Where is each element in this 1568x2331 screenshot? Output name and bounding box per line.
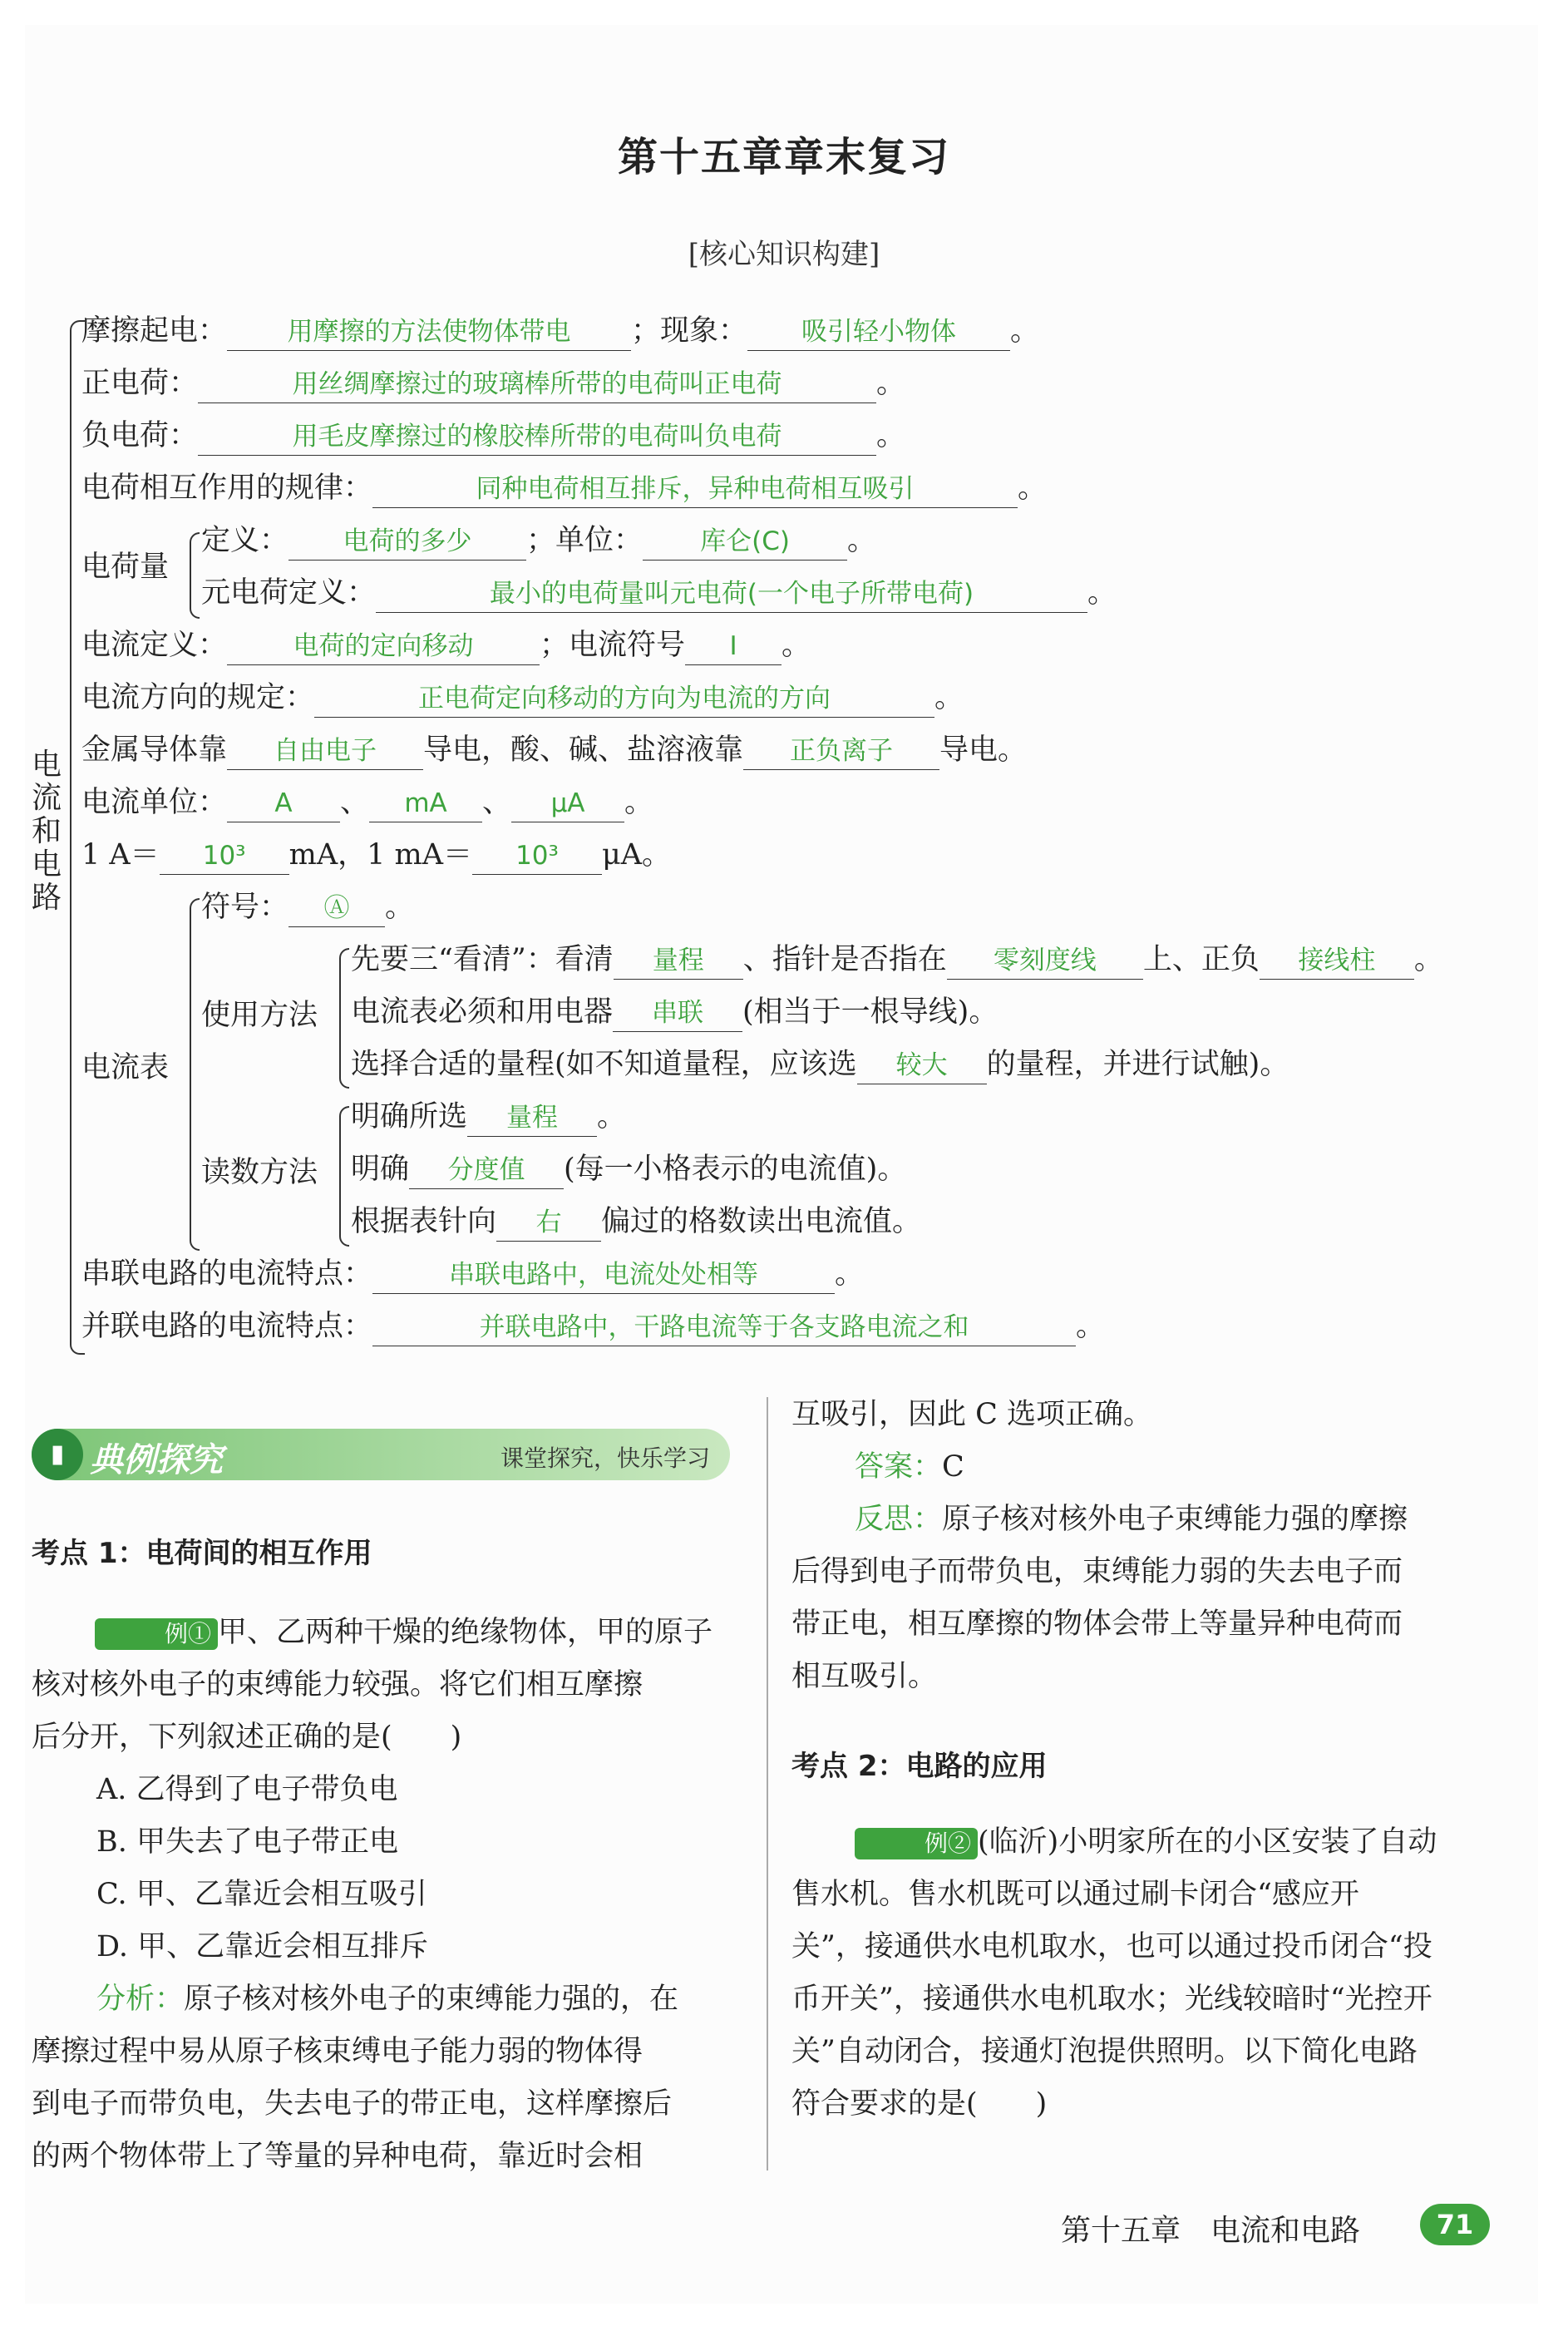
answer-blank: 电荷的定向移动 bbox=[227, 628, 540, 665]
row-interaction-law bbox=[81, 470, 1047, 508]
punct: 。 bbox=[782, 629, 811, 662]
analysis-line: 摩擦过程中易从原子核束缚电子能力弱的物体得 bbox=[32, 2035, 643, 2068]
answer-blank: 最小的电荷量叫元电荷(一个电子所带电荷) bbox=[376, 575, 1087, 613]
label: 明确 bbox=[351, 1153, 410, 1186]
punct: 。 bbox=[847, 524, 877, 557]
answer-blank: 用摩擦的方法使物体带电 bbox=[227, 314, 631, 351]
row-parallel-current bbox=[81, 1308, 1105, 1346]
banner-title: 典例探究 bbox=[90, 1441, 223, 1479]
punct: 。 bbox=[385, 891, 415, 924]
answer-blank: 较大 bbox=[857, 1047, 987, 1084]
row-usage-3 bbox=[351, 1046, 1289, 1084]
answer-blank: 10³ bbox=[472, 837, 602, 875]
key-point-2: 考点 2：电路的应用 bbox=[791, 1750, 1048, 1783]
right-column bbox=[791, 1389, 1506, 1703]
answer-blank: 右 bbox=[496, 1204, 601, 1242]
side-label-char: 流 bbox=[31, 781, 62, 815]
punct: 。 bbox=[835, 1257, 865, 1291]
punct: 。 bbox=[1018, 472, 1048, 505]
label: 电荷相互作用的规律： bbox=[81, 472, 373, 505]
answer-blank: 吸引轻小物体 bbox=[747, 314, 1010, 351]
option-a: A. 乙得到了电子带负电 bbox=[96, 1773, 398, 1806]
example-2-line: 币开关”，接通供水电机取水；光线较暗时“光控开 bbox=[791, 1983, 1432, 2016]
charge-quantity-label: 电荷量 bbox=[81, 551, 170, 584]
key-point-1: 考点 1：电荷间的相互作用 bbox=[32, 1537, 372, 1570]
row-reading-2 bbox=[351, 1151, 906, 1189]
answer-blank: 接线柱 bbox=[1260, 942, 1414, 980]
label: 正电荷： bbox=[81, 367, 199, 400]
label: 符号： bbox=[201, 891, 289, 924]
reading-brace bbox=[339, 1106, 349, 1247]
answer-blank: 同种电荷相互排斥，异种电荷相互吸引 bbox=[372, 471, 1018, 508]
charge-brace bbox=[190, 532, 200, 619]
example-2-line: 关”自动闭合，接通灯泡提供照明。以下简化电路 bbox=[791, 2035, 1418, 2068]
example-2-line: 关”，接通供水电机取水，也可以通过投币闭合“投 bbox=[791, 1930, 1432, 1963]
reflect-label: 反思： bbox=[855, 1503, 943, 1536]
label: ；电流符号 bbox=[540, 629, 686, 662]
punct: 。 bbox=[876, 419, 906, 452]
ammeter-brace bbox=[190, 898, 200, 1251]
example-2-line bbox=[791, 1816, 1506, 1869]
punct: 。 bbox=[876, 367, 906, 400]
row-conduction bbox=[81, 732, 1027, 770]
row-friction bbox=[81, 313, 1039, 351]
side-label-char: 路 bbox=[31, 881, 62, 915]
side-label-char: 电 bbox=[31, 847, 62, 882]
example-2-tag: 例② bbox=[855, 1828, 978, 1859]
row-current-direction bbox=[81, 679, 964, 718]
label: 明确所选 bbox=[351, 1100, 468, 1133]
label: 先要三“看清”：看清 bbox=[351, 943, 614, 976]
analysis-continued: 互吸引，因此 C 选项正确。 bbox=[791, 1398, 1153, 1431]
example-banner bbox=[32, 1429, 730, 1480]
reflect-line: 带正电，相互摩擦的物体会带上等量异种电荷而 bbox=[791, 1608, 1403, 1641]
answer-blank: 量程 bbox=[614, 942, 743, 980]
label: (每一小格表示的电流值)。 bbox=[564, 1153, 907, 1186]
text: 原子核对核外电子的束缚能力强的，在 bbox=[184, 1983, 679, 2016]
answer-blank: 分度值 bbox=[409, 1152, 564, 1189]
answer-blank: 并联电路中，干路电流等于各支路电流之和 bbox=[372, 1309, 1076, 1346]
example-2-line: 售水机。售水机既可以通过刷卡闭合“感应开 bbox=[791, 1878, 1359, 1911]
punct: 。 bbox=[934, 681, 964, 714]
footer-chapter: 第十五章 电流和电路 bbox=[1060, 2214, 1360, 2248]
example-1-line bbox=[32, 1607, 747, 1659]
label: 上、正负 bbox=[1142, 943, 1260, 976]
answer-blank: 库仑(C) bbox=[643, 523, 847, 561]
label: 电流表必须和用电器 bbox=[351, 995, 614, 1029]
section-subtitle: [核心知识构建] bbox=[688, 238, 880, 271]
example-1-tag: 例① bbox=[95, 1618, 218, 1650]
answer-blank: 正负离子 bbox=[743, 733, 939, 770]
option-c: C. 甲、乙靠近会相互吸引 bbox=[96, 1878, 427, 1911]
banner-slogan: 课堂探究，快乐学习 bbox=[500, 1445, 710, 1472]
label: 电流方向的规定： bbox=[81, 681, 315, 714]
label: 电流单位： bbox=[81, 786, 228, 819]
label: 摩擦起电： bbox=[81, 314, 228, 348]
answer-value: C bbox=[942, 1450, 964, 1484]
label: 选择合适的量程(如不知道量程，应该选 bbox=[351, 1048, 857, 1081]
label: 串联电路的电流特点： bbox=[81, 1257, 373, 1291]
answer-label: 答案： bbox=[855, 1450, 943, 1484]
side-label-char: 和 bbox=[31, 814, 62, 848]
answer-blank: 零刻度线 bbox=[947, 942, 1143, 980]
label: 定义： bbox=[201, 524, 289, 557]
answer-blank: 正电荷定向移动的方向为电流的方向 bbox=[314, 680, 934, 718]
answer-blank: 电荷的多少 bbox=[288, 523, 526, 561]
label: 、指针是否指在 bbox=[742, 943, 947, 976]
option-d: D. 甲、乙靠近会相互排斥 bbox=[96, 1930, 429, 1963]
punct: 。 bbox=[1413, 943, 1443, 976]
example-1-line: 后分开，下列叙述正确的是( ) bbox=[32, 1721, 462, 1754]
punct: 。 bbox=[624, 786, 654, 819]
analysis-line: 到电子而带负电，失去电子的带正电，这样摩擦后 bbox=[32, 2087, 673, 2121]
page-number: 71 bbox=[1420, 2204, 1490, 2245]
text: (临沂)小明家所在的小区安装了自动 bbox=[978, 1825, 1437, 1859]
usage-brace bbox=[339, 948, 349, 1089]
label: 负电荷： bbox=[81, 419, 199, 452]
answer-blank: 10³ bbox=[160, 837, 289, 875]
text: 原子核对核外电子束缚能力强的摩擦 bbox=[942, 1503, 1408, 1536]
answer-blank: A bbox=[227, 785, 340, 822]
example-2-line: 符合要求的是( ) bbox=[791, 2087, 1048, 2121]
row-usage-1 bbox=[351, 941, 1443, 980]
label: mA，1 mA＝ bbox=[288, 838, 472, 872]
label: 根据表针向 bbox=[351, 1205, 497, 1238]
label: (相当于一根导线)。 bbox=[742, 995, 998, 1029]
label: 偏过的格数读出电流值。 bbox=[601, 1205, 922, 1238]
row-negative-charge bbox=[81, 417, 905, 456]
analysis-line bbox=[32, 1973, 747, 2026]
punct: 、 bbox=[482, 786, 512, 819]
text: 甲、乙两种干燥的绝缘物体，甲的原子 bbox=[218, 1616, 713, 1649]
row-series-current bbox=[81, 1256, 864, 1294]
analysis-line: 的两个物体带上了等量的异种电荷，靠近时会相 bbox=[32, 2140, 643, 2173]
answer-blank: I bbox=[685, 628, 782, 665]
row-charge-definition bbox=[201, 522, 876, 561]
answer-blank: 串联电路中，电流处处相等 bbox=[372, 1257, 835, 1294]
label: 导电。 bbox=[939, 733, 1028, 767]
row-usage-2 bbox=[351, 994, 998, 1032]
label: 金属导体靠 bbox=[81, 733, 228, 767]
reflect-line bbox=[791, 1494, 1506, 1546]
reflect-line: 相互吸引。 bbox=[791, 1660, 938, 1693]
answer-blank: μA bbox=[511, 785, 624, 822]
side-label-char: 电 bbox=[31, 748, 62, 782]
punct: 。 bbox=[1076, 1310, 1106, 1343]
answer-blank: 用毛皮摩擦过的橡胶棒所带的电荷叫负电荷 bbox=[198, 418, 876, 456]
page-title: 第十五章章末复习 bbox=[617, 134, 950, 180]
answer-blank: mA bbox=[369, 785, 482, 822]
label: 并联电路的电流特点： bbox=[81, 1310, 373, 1343]
option-b: B. 甲失去了电子带正电 bbox=[96, 1825, 398, 1859]
label: 导电，酸、碱、盐溶液靠 bbox=[423, 733, 744, 767]
answer-blank: 自由电子 bbox=[227, 733, 423, 770]
punct: 。 bbox=[597, 1100, 627, 1133]
row-positive-charge bbox=[81, 365, 905, 403]
label: ；现象： bbox=[631, 314, 748, 348]
row-current-units bbox=[81, 784, 653, 822]
punct: 。 bbox=[1087, 576, 1117, 610]
usage-label: 使用方法 bbox=[201, 999, 318, 1032]
punct: 、 bbox=[340, 786, 370, 819]
side-label bbox=[30, 748, 63, 915]
row-unit-conversion bbox=[81, 837, 671, 875]
label: 电流定义： bbox=[81, 629, 228, 662]
punct: 。 bbox=[1010, 314, 1040, 348]
label: ；单位： bbox=[526, 524, 643, 557]
column-divider bbox=[767, 1397, 768, 2170]
example-1-line: 核对核外电子的束缚能力较强。将它们相互摩擦 bbox=[32, 1668, 643, 1701]
row-elementary-charge bbox=[201, 575, 1117, 613]
side-label-text bbox=[30, 748, 63, 915]
ammeter-label: 电流表 bbox=[81, 1051, 170, 1084]
label: 1 A＝ bbox=[81, 838, 160, 872]
row-ammeter-symbol bbox=[201, 889, 414, 927]
bar-chart-icon: ▮ bbox=[32, 1429, 83, 1480]
row-reading-3 bbox=[351, 1203, 921, 1242]
example-1 bbox=[32, 1607, 747, 2183]
answer-blank: 用丝绸摩擦过的玻璃棒所带的电荷叫正电荷 bbox=[198, 366, 876, 403]
answer-blank: Ⓐ bbox=[288, 890, 385, 927]
answer-blank: 串联 bbox=[613, 995, 742, 1032]
reading-label: 读数方法 bbox=[201, 1156, 318, 1189]
answer-line bbox=[791, 1441, 1506, 1494]
label: 的量程，并进行试触)。 bbox=[986, 1048, 1289, 1081]
row-reading-1 bbox=[351, 1099, 626, 1137]
analysis-label: 分析： bbox=[96, 1983, 185, 2016]
label: μA。 bbox=[602, 838, 672, 872]
answer-blank: 量程 bbox=[467, 1099, 597, 1137]
example-2 bbox=[791, 1816, 1506, 2131]
label: 元电荷定义： bbox=[201, 576, 377, 610]
reflect-line: 后得到电子而带负电，束缚能力弱的失去电子而 bbox=[791, 1555, 1403, 1588]
row-current-definition bbox=[81, 627, 811, 665]
